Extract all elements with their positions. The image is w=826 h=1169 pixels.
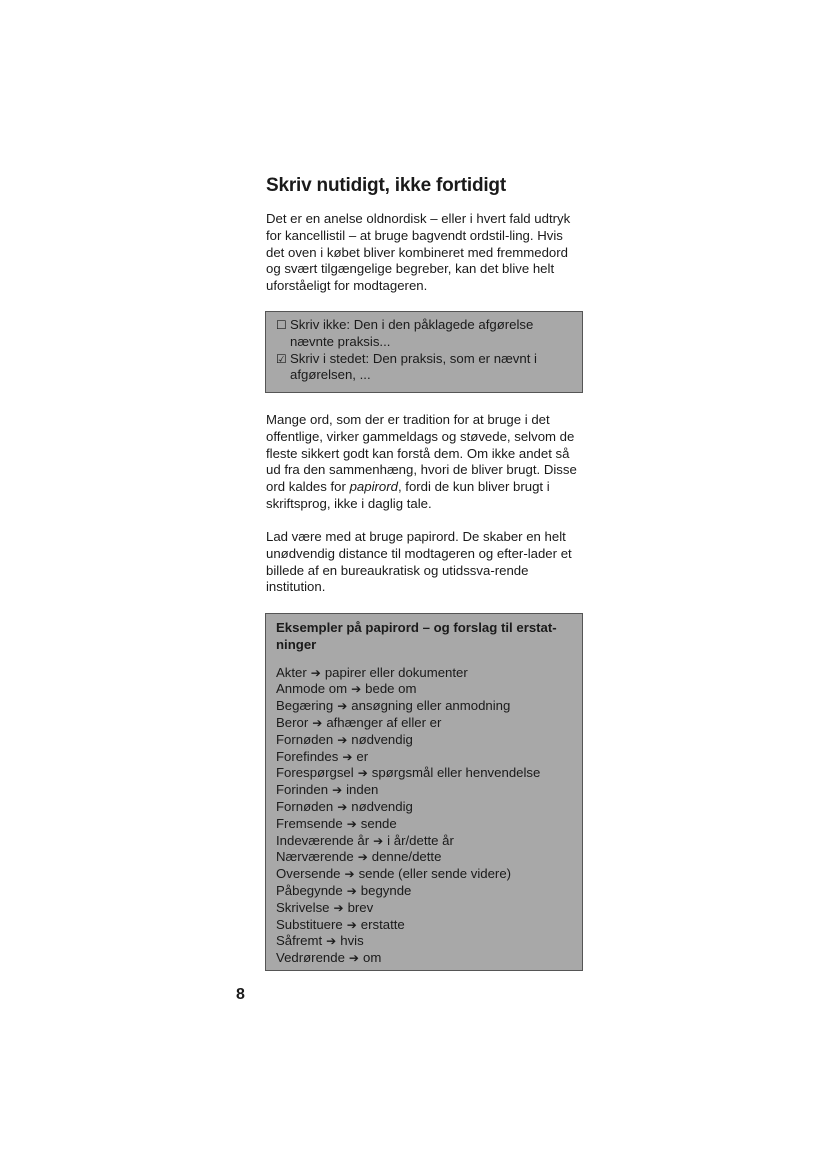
papirord-item xyxy=(276,900,574,917)
papirord-item xyxy=(276,698,574,715)
papirord-item xyxy=(276,799,574,816)
right-arrow-icon: ➔ xyxy=(348,951,359,966)
right-arrow-icon: ➔ xyxy=(357,766,368,781)
checked-checkbox-icon: ☑ xyxy=(276,351,287,366)
right-arrow-icon: ➔ xyxy=(337,699,348,714)
right-arrow-icon: ➔ xyxy=(312,715,323,730)
right-arrow-icon: ➔ xyxy=(346,816,357,831)
papirord-replacement: sende (eller sende videre) xyxy=(358,866,512,882)
papirord-item xyxy=(276,715,574,732)
papirord-word: Beror xyxy=(276,714,309,730)
right-arrow-icon: ➔ xyxy=(351,682,362,697)
papirord-item xyxy=(276,849,574,866)
papirord-word: Oversende xyxy=(276,866,341,882)
papirord-word: Såfremt xyxy=(276,933,323,949)
example-box xyxy=(265,311,583,393)
papirord-word: Vedrørende xyxy=(276,950,345,966)
right-arrow-icon: ➔ xyxy=(373,833,384,848)
papirord-replacement: i år/dette år xyxy=(387,832,454,848)
papirord-item xyxy=(276,950,574,967)
dont-example-text: Skriv ikke: Den i den påklagede afgørelse nævnte praksis... xyxy=(290,317,534,349)
papirord-word: Forinden xyxy=(276,782,329,798)
dont-example xyxy=(276,317,574,351)
papirord-replacement: om xyxy=(362,950,382,966)
right-arrow-icon: ➔ xyxy=(342,749,353,764)
papirord-item xyxy=(276,866,574,883)
papirord-paragraph-end: , fordi de kun bliver brugt i skriftsprog, ikke i daglig tale. xyxy=(266,479,550,511)
papirord-word: Påbegynde xyxy=(276,882,343,898)
papirord-word: Anmode om xyxy=(276,681,348,697)
papirord-replacement: hvis xyxy=(340,933,364,949)
papirord-item xyxy=(276,732,574,749)
right-arrow-icon: ➔ xyxy=(337,732,348,747)
papirord-replacement: denne/dette xyxy=(371,849,442,865)
papirord-word: Forespørgsel xyxy=(276,765,354,781)
do-example-text: Skriv i stedet: Den praksis, som er nævnt i afgørelsen, ... xyxy=(290,350,537,383)
papirord-paragraph xyxy=(266,412,584,513)
papirord-item xyxy=(276,933,574,950)
empty-checkbox-icon: ☐ xyxy=(276,318,287,332)
papirord-word: Fremsende xyxy=(276,815,343,831)
right-arrow-icon: ➔ xyxy=(346,917,357,932)
papirord-replacement: er xyxy=(356,748,369,764)
right-arrow-icon: ➔ xyxy=(326,934,337,949)
papirord-item xyxy=(276,681,574,698)
papirord-word: Skrivelse xyxy=(276,899,330,915)
papirord-box xyxy=(265,613,583,971)
right-arrow-icon: ➔ xyxy=(333,900,344,915)
right-arrow-icon: ➔ xyxy=(357,850,368,865)
right-arrow-icon: ➔ xyxy=(310,665,321,680)
papirord-replacement: inden xyxy=(346,782,379,798)
papirord-item xyxy=(276,765,574,782)
intro-paragraph: Det er en anelse oldnordisk – eller i hvert fald udtryk for kancellistil – at bruge bagvendt ordstil-ling. Hvis det oven i købet bliver kombineret med fremmedord og svært tilgængelige begreber, kan det blive helt uforståeligt for modtageren. xyxy=(266,211,571,294)
papirord-replacement: erstatte xyxy=(360,916,405,932)
papirord-item xyxy=(276,833,574,850)
do-example xyxy=(276,351,574,385)
papirord-word: Substituere xyxy=(276,916,343,932)
right-arrow-icon: ➔ xyxy=(332,783,343,798)
papirord-word: Fornøden xyxy=(276,798,334,814)
papirord-item xyxy=(276,883,574,900)
papirord-replacement: begynde xyxy=(360,882,412,898)
papirord-replacement: spørgsmål eller henvendelse xyxy=(371,765,541,781)
papirord-item xyxy=(276,749,574,766)
advice-paragraph: Lad være med at bruge papirord. De skaber en helt unødvendig distance til modtageren og efter-lader et billede af en bureaukratisk og utidssva-rende institution. xyxy=(266,529,572,595)
right-arrow-icon: ➔ xyxy=(344,867,355,882)
papirord-replacement: bede om xyxy=(365,681,417,697)
papirord-list xyxy=(276,665,574,967)
papirord-item xyxy=(276,665,574,682)
papirord-item xyxy=(276,782,574,799)
section-heading: Skriv nutidigt, ikke fortidigt xyxy=(266,175,506,196)
papirord-term: papirord xyxy=(349,479,398,495)
papirord-replacement: nødvendig xyxy=(351,731,413,747)
papirord-replacement: afhænger af eller er xyxy=(326,714,442,730)
papirord-paragraph-start: Mange ord, som der er tradition for at bruge i det offentlige, virker gammeldags og støvede, selvom de fleste sikkert godt kan forstå dem. Om ikke andet så ud fra den sammenhæng, hvori de bliver brugt. Disse ord kaldes for xyxy=(266,412,577,495)
papirord-replacement: brev xyxy=(347,899,374,915)
right-arrow-icon: ➔ xyxy=(346,883,357,898)
papirord-word: Begæring xyxy=(276,698,334,714)
right-arrow-icon: ➔ xyxy=(337,799,348,814)
papirord-replacement: nødvendig xyxy=(351,798,413,814)
papirord-replacement: ansøgning eller anmodning xyxy=(351,698,511,714)
page-number: 8 xyxy=(236,986,245,1003)
papirord-word: Forefindes xyxy=(276,748,339,764)
papirord-box-title: Eksempler på papirord – og forslag til erstat-ninger xyxy=(276,620,557,652)
papirord-word: Fornøden xyxy=(276,731,334,747)
papirord-item xyxy=(276,816,574,833)
papirord-replacement: sende xyxy=(360,815,397,831)
papirord-word: Akter xyxy=(276,664,307,680)
papirord-replacement: papirer eller dokumenter xyxy=(324,664,468,680)
papirord-word: Nærværende xyxy=(276,849,354,865)
papirord-word: Indeværende år xyxy=(276,832,370,848)
papirord-item xyxy=(276,917,574,934)
